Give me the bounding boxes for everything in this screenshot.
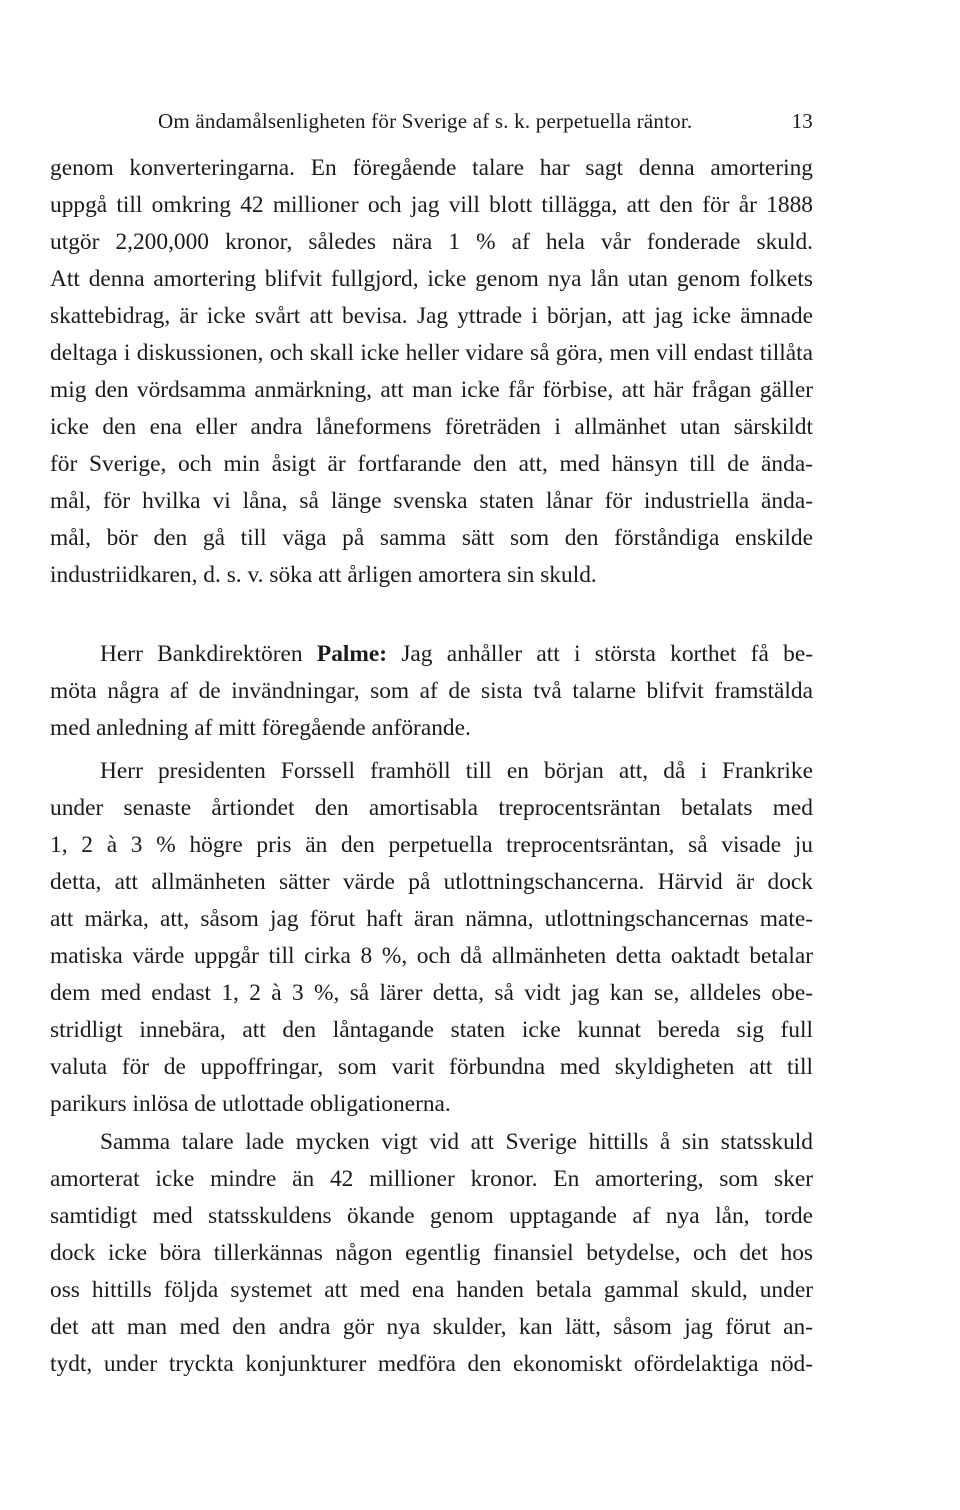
paragraph-4: [50, 1124, 813, 1383]
text-line: 1, 2 à 3 % högre pris än den perpetuella treprocentsräntan, så visade ju: [50, 832, 813, 858]
text-line: uppgå till omkring 42 millioner och jag vill blott tillägga, att den för år 1888: [50, 192, 813, 218]
text-line: valuta för de uppoffringar, som varit förbundna med skyldigheten att till: [50, 1054, 813, 1080]
paragraph-1: [50, 150, 813, 594]
text-line: tydt, under tryckta konjunkturer medföra den ekonomiskt ofördelaktiga nöd-: [50, 1351, 813, 1377]
running-header: [158, 104, 813, 138]
text-line: möta några af de invändningar, som af de sista två talarne blifvit framstälda: [50, 678, 813, 704]
speaker-line: [50, 636, 813, 673]
text-line: parikurs inlösa de utlottade obligationerna.: [50, 1091, 451, 1117]
text-line: genom konverteringarna. En föregående talare har sagt denna amortering: [50, 155, 813, 181]
text-line: Herr presidenten Forssell framhöll till en början att, då i Frankrike: [100, 758, 813, 784]
text-line: det att man med den andra gör nya skulder, kan lätt, såsom jag förut an-: [50, 1314, 813, 1340]
text-line: Att denna amortering blifvit fullgjord, icke genom nya lån utan genom folkets: [50, 266, 813, 292]
text-line: stridligt innebära, att den låntagande staten icke kunnat bereda sig full: [50, 1017, 813, 1043]
paragraph-2: [50, 636, 813, 747]
text-line: mig den vördsamma anmärkning, att man icke får förbise, att här frågan gäller: [50, 377, 813, 403]
text-line: detta, att allmänheten sätter värde på utlottningschancerna. Härvid är dock: [50, 869, 813, 895]
text-line: mål, för hvilka vi låna, så länge svenska staten lånar för industriella ända-: [50, 488, 813, 514]
text-line: samtidigt med statsskuldens ökande genom upptagande af nya lån, torde: [50, 1203, 813, 1229]
text-line: industriidkaren, d. s. v. söka att årligen amortera sin skuld.: [50, 562, 597, 588]
text-line: dem med endast 1, 2 à 3 %, så lärer detta, så vidt jag kan se, alldeles obe-: [50, 980, 813, 1006]
speaker-prefix: Herr Bankdirektören: [100, 641, 317, 667]
text-line: dock icke böra tillerkännas någon egentlig finansiel betydelse, och det hos: [50, 1240, 813, 1266]
text-line: Samma talare lade mycken vigt vid att Sverige hittills å sin statsskuld: [100, 1129, 813, 1155]
text-line: skattebidrag, är icke svårt att bevisa. Jag yttrade i början, att jag icke ämnade: [50, 303, 813, 329]
page-number: 13: [791, 109, 813, 133]
text-line: mål, bör den gå till väga på samma sätt som den förståndiga enskilde: [50, 525, 813, 551]
text-line: amorterat icke mindre än 42 millioner kronor. En amortering, som sker: [50, 1166, 813, 1192]
text-line: oss hittills följda systemet att med ena handen betala gammal skuld, under: [50, 1277, 813, 1303]
text-line: under senaste årtiondet den amortisabla treprocentsräntan betalats med: [50, 795, 813, 821]
text-line: icke den ena eller andra låneformens företräden i allmänhet utan särskildt: [50, 414, 813, 440]
text-line: att märka, att, såsom jag förut haft äran nämna, utlottningschancernas mate-: [50, 906, 813, 932]
paragraph-3: [50, 753, 813, 1123]
text-line: med anledning af mitt föregående anförande.: [50, 715, 471, 741]
text-line: för Sverige, och min åsigt är fortfarande den att, med hänsyn till de ända-: [50, 451, 813, 477]
text-line: matiska värde uppgår till cirka 8 %, och då allmänheten detta oaktadt betalar: [50, 943, 813, 969]
speaker-name: Palme:: [316, 641, 388, 667]
text-line: utgör 2,200,000 kronor, således nära 1 % af hela vår fonderade skuld.: [50, 229, 813, 255]
speaker-line-rest: Jag anhåller att i största korthet få be-: [387, 641, 813, 667]
running-title: Om ändamålsenligheten för Sverige af s. k. perpetuella räntor.: [158, 109, 693, 133]
text-line: deltaga i diskussionen, och skall icke heller vidare så göra, men vill endast tillåta: [50, 340, 813, 366]
